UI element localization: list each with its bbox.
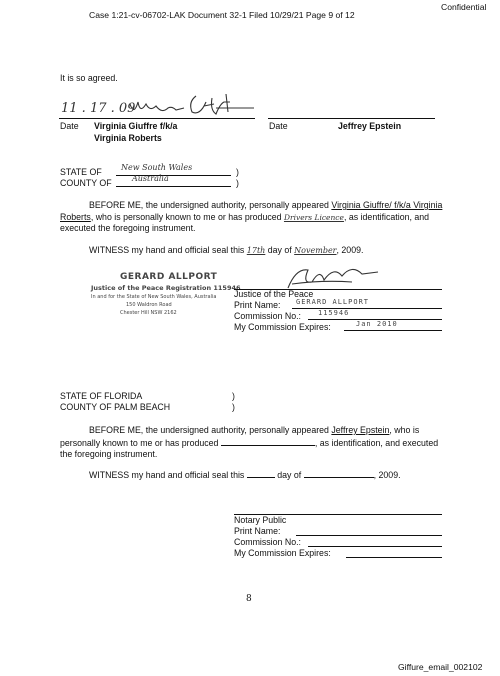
notary1-appeared-name: Virginia Giuffre/ f/k/a Virginia Roberts	[60, 200, 443, 222]
stamp-address: 150 Waldron Road	[126, 302, 172, 308]
witness2-text-2: day of	[274, 470, 304, 480]
name-right: Jeffrey Epstein	[338, 121, 402, 131]
witness1-text-3: , 2009.	[336, 245, 364, 255]
stamp-jurisdiction: In and for the State of New South Wales, Australia	[91, 294, 217, 300]
commission-value: 115946	[318, 309, 350, 317]
np-expires-label: My Commission Expires:	[234, 548, 331, 558]
jp-label: Justice of the Peace	[234, 289, 314, 299]
notary1-para-text-2: , who is personally known to me or has produced	[90, 211, 284, 222]
county-value: Australia	[132, 174, 169, 183]
state-florida-paren: )	[232, 391, 235, 401]
county-palm-beach-paren: )	[232, 402, 235, 412]
witness2-text-1: WITNESS my hand and official seal this	[89, 470, 247, 480]
notary1-para-text-1: BEFORE ME, the undersigned authority, personally appeared	[89, 200, 332, 210]
np-expires-line	[346, 557, 442, 558]
witness1-day: 17th	[246, 246, 266, 255]
signature-line-left	[59, 118, 255, 119]
witness1-month: November	[294, 246, 337, 255]
name-left-line2: Virginia Roberts	[94, 133, 162, 143]
state-value: New South Wales	[121, 163, 193, 172]
np-print-name-label: Print Name:	[234, 526, 281, 536]
state-paren: )	[236, 167, 239, 177]
page-number: 8	[246, 594, 252, 604]
np-commission-label: Commission No.:	[234, 537, 301, 547]
county-label: COUNTY OF	[60, 178, 112, 188]
print-name-line	[292, 308, 442, 309]
state-florida-label: STATE OF FLORIDA	[60, 391, 143, 401]
print-name-value: GERARD ALLPORT	[296, 298, 370, 306]
agreed-text: It is so agreed.	[60, 73, 118, 83]
date-label-right: Date	[269, 121, 288, 131]
stamp-registration: Justice of the Peace Registration 115946	[91, 284, 241, 292]
print-name-label: Print Name:	[234, 300, 281, 310]
notary2-para-text-2: , who is personally known to me or has produced	[60, 425, 420, 448]
notary2-para-text-1: BEFORE ME, the undersigned authority, personally appeared	[89, 425, 332, 435]
commission-label: Commission No.:	[234, 311, 301, 321]
np-commission-line	[308, 546, 442, 547]
notary-public-label: Notary Public	[234, 515, 287, 525]
bates-number: Giffure_email_002102	[398, 662, 483, 672]
np-print-name-line	[296, 535, 442, 536]
notary1-para-text-3: , as identification, and executed the foregoing instrument.	[60, 211, 430, 233]
witness1-text-1: WITNESS my hand and official seal this	[89, 245, 247, 255]
witness1-text-2: day of	[265, 245, 295, 255]
notary1-id-value: Drivers Licence	[283, 212, 344, 222]
notary1-paragraph	[60, 200, 444, 235]
notary2-id-blank	[221, 437, 315, 446]
notary2-appeared-name: Jeffrey Epstein	[331, 425, 390, 435]
witness2-month-blank	[304, 469, 374, 478]
stamp-suburb: Chester Hill NSW 2162	[120, 310, 177, 316]
notary1-witness-line	[89, 245, 363, 255]
name-left-line1: Virginia Giuffre f/k/a	[94, 121, 178, 131]
date-label-left: Date	[60, 121, 79, 131]
signature-line-right	[268, 118, 435, 119]
witness2-text-3: , 2009.	[373, 470, 401, 480]
county-palm-beach-label: COUNTY OF PALM BEACH	[60, 402, 171, 412]
county-line	[116, 186, 231, 187]
notary2-witness-line	[89, 469, 401, 480]
confidential-label: Confidential	[441, 2, 487, 12]
expires-line	[344, 330, 442, 331]
expires-label: My Commission Expires:	[234, 322, 331, 332]
witness2-day-blank	[247, 469, 275, 478]
notary2-paragraph	[60, 425, 446, 461]
handwritten-date: 11 . 17 . 09	[61, 101, 136, 116]
county-paren: )	[236, 178, 239, 188]
case-header: Case 1:21-cv-06702-LAK Document 32-1 Filed 10/29/21 Page 9 of 12	[89, 10, 355, 20]
state-label: STATE OF	[60, 167, 102, 177]
stamp-name: GERARD ALLPORT	[120, 272, 218, 282]
expires-value: Jan 2010	[356, 320, 398, 328]
notary2-para-text-3: , as identification, and executed the foregoing instrument.	[60, 437, 439, 459]
